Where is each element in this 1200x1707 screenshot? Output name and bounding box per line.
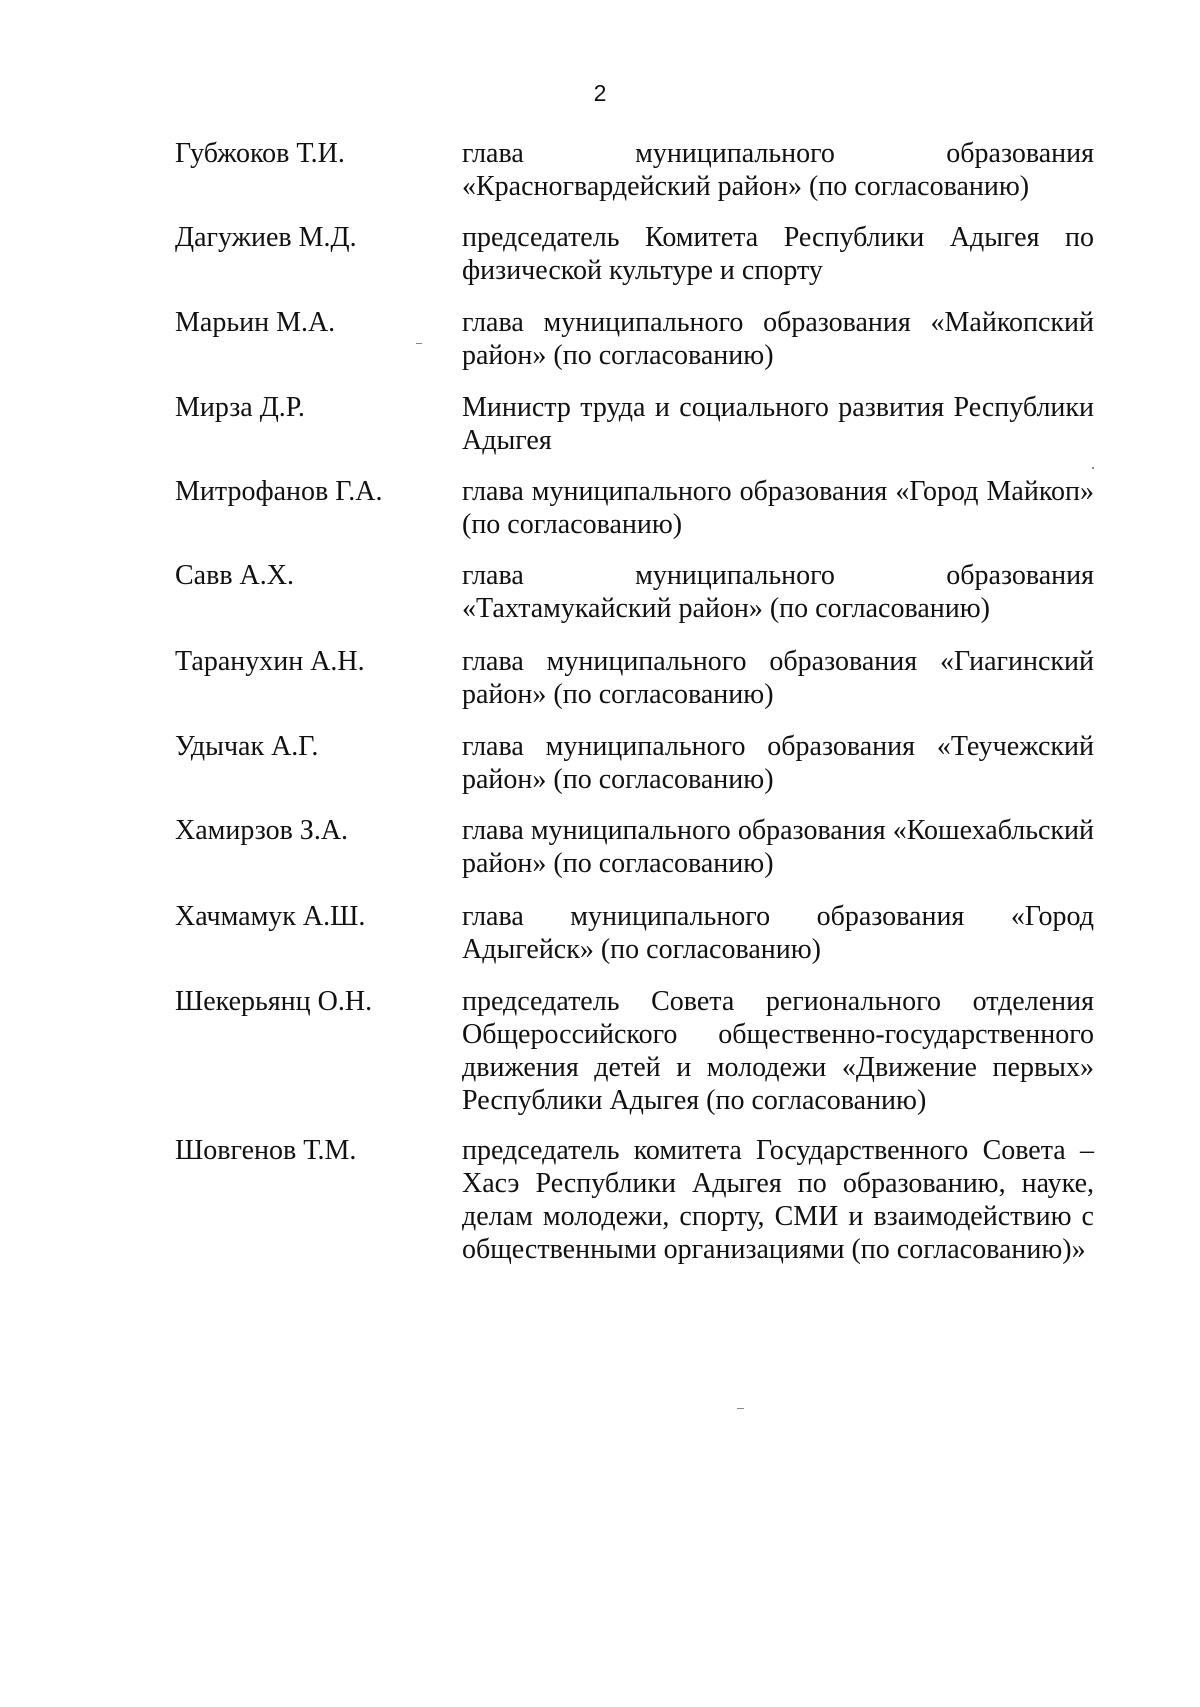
page-number: 2 [593,80,607,106]
member-role: глава муниципального образования «Кошехабльский район» (по согласованию) [462,815,1094,879]
member-role: председатель Совета регионального отделения Общероссийского общественно-государственного движения детей и молодежи «Движение первых» Республики Адыгея (по согласованию) [462,986,1094,1116]
member-role: глава муниципального образования «Гиагинский район» (по согласованию) [462,646,1094,710]
scan-mark [1092,467,1094,469]
member-role: глава муниципального образования «Теучежский район» (по согласованию) [462,731,1094,795]
member-name: Губжоков Т.И. [175,138,345,169]
member-name: Дагужиев М.Д. [175,222,357,253]
member-role: Министр труда и социального развития Республики Адыгея [462,392,1094,456]
member-role: глава муниципального образования «Тахтамукайский район» (по согласованию) [462,560,1094,624]
member-role: глава муниципального образования «Красногвардейский район» (по согласованию) [462,138,1094,202]
member-name: Савв А.Х. [175,560,294,591]
member-name: Мирза Д.Р. [175,392,305,423]
member-role: глава муниципального образования «Майкопский район» (по согласованию) [462,307,1094,371]
member-role: председатель комитета Государственного Совета – Хасэ Республики Адыгея по образованию, науке, делам молодежи, спорту, СМИ и взаимодействию с общественными организациями (по согласованию)» [462,1135,1094,1265]
member-name: Таранухин А.Н. [175,646,365,677]
member-name: Хачмамук А.Ш. [175,901,366,932]
member-name: Шовгенов Т.М. [175,1135,357,1166]
member-name: Марьин М.А. [175,307,336,338]
member-role: глава муниципального образования «Город Адыгейск» (по согласованию) [462,901,1094,965]
member-name: Удычак А.Г. [175,731,319,762]
member-role: председатель Комитета Республики Адыгея по физической культуре и спорту [462,222,1094,286]
member-name: Шекерьянц О.Н. [175,986,373,1017]
scan-mark [737,1408,744,1409]
scan-mark [416,343,422,344]
member-name: Митрофанов Г.А. [175,476,383,507]
member-name: Хамирзов З.А. [175,815,349,846]
member-role: глава муниципального образования «Город Майкоп» (по согласованию) [462,476,1094,540]
